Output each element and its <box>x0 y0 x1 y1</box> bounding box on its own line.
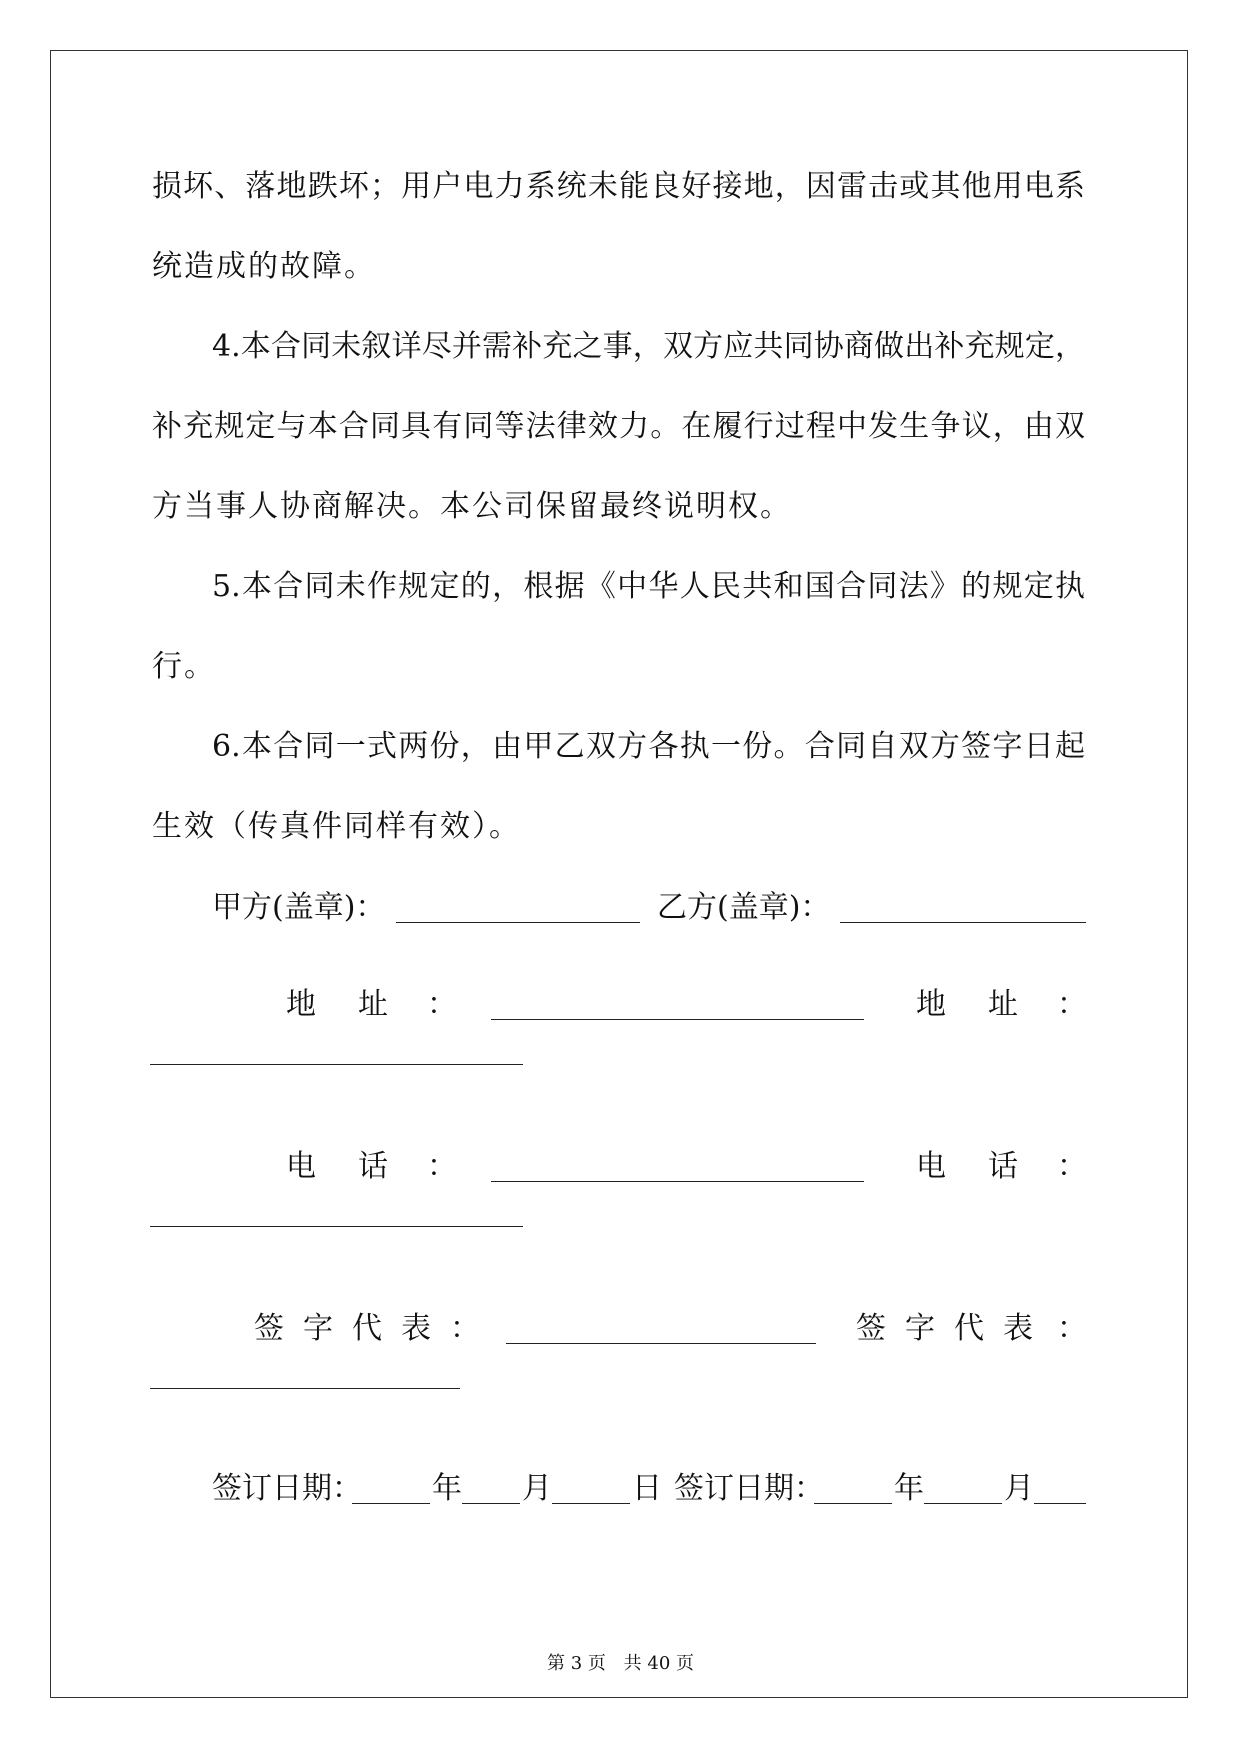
paragraph-line: 统造成的故障。 <box>152 249 376 284</box>
phone-a-colon: ： <box>427 1149 457 1184</box>
paragraph-line: 方当事人协商解决。本公司保留最终说明权。 <box>152 489 792 524</box>
rep-a-char: 表 <box>401 1311 431 1346</box>
date-b-label: 签订日期： <box>674 1471 824 1506</box>
date-b-month-field[interactable] <box>924 1503 1002 1504</box>
address-a-char: 址 <box>358 987 388 1022</box>
page-number-total: 共 40 页 <box>623 1653 694 1674</box>
signing-date-row <box>152 1469 1087 1509</box>
paragraph-line: 损坏、落地跌坏；用户电力系统未能良好接地，因雷击或其他用电系 <box>152 169 1085 204</box>
representative-row <box>152 1309 1087 1349</box>
phone-a-field[interactable] <box>491 1181 864 1182</box>
page-footer <box>0 1652 1241 1676</box>
date-b-month-label: 月 <box>1004 1471 1034 1506</box>
date-b-year-field[interactable] <box>814 1503 892 1504</box>
date-a-label: 签订日期： <box>212 1471 362 1506</box>
address-a-colon: ： <box>427 987 457 1022</box>
rep-b-char: 签 <box>856 1311 886 1346</box>
page-border <box>50 50 1188 1698</box>
paragraph-line: 生效（传真件同样有效）。 <box>152 809 521 844</box>
date-a-year-label: 年 <box>432 1471 462 1506</box>
date-a-year-field[interactable] <box>352 1503 430 1504</box>
rep-b-char: 代 <box>954 1311 984 1346</box>
party-stamp-row <box>152 888 1087 928</box>
rep-a-char: 字 <box>303 1311 333 1346</box>
party-b-stamp-field[interactable] <box>840 922 1086 923</box>
date-a-day-label: 日 <box>632 1471 662 1506</box>
rep-a-colon: ： <box>450 1311 480 1346</box>
rep-b-colon: ： <box>1057 1311 1087 1346</box>
address-b-field[interactable] <box>150 1064 523 1065</box>
address-b-char: 址 <box>988 987 1018 1022</box>
phone-row <box>152 1147 1087 1187</box>
phone-a-char: 话 <box>358 1149 388 1184</box>
page-number-current: 第 3 页 <box>547 1653 606 1674</box>
representative-a-field[interactable] <box>506 1343 816 1344</box>
party-a-stamp-field[interactable] <box>396 922 640 923</box>
rep-b-char: 字 <box>905 1311 935 1346</box>
address-a-field[interactable] <box>491 1019 864 1020</box>
party-a-label: 甲方(盖章)： <box>212 890 386 925</box>
paragraph-line: 5.本合同未作规定的，根据《中华人民共和国合同法》的规定执 <box>212 569 1085 604</box>
rep-a-char: 签 <box>254 1311 284 1346</box>
phone-b-colon: ： <box>1057 1149 1087 1184</box>
date-b-day-field[interactable] <box>1034 1503 1086 1504</box>
date-a-month-label: 月 <box>522 1471 552 1506</box>
paragraph-line: 6.本合同一式两份，由甲乙双方各执一份。合同自双方签字日起 <box>212 729 1085 764</box>
address-row <box>152 985 1087 1025</box>
phone-a-char: 电 <box>286 1149 316 1184</box>
phone-b-char: 话 <box>988 1149 1018 1184</box>
rep-a-char: 代 <box>352 1311 382 1346</box>
phone-b-char: 电 <box>916 1149 946 1184</box>
paragraph-line: 4.本合同未叙详尽并需补充之事，双方应共同协商做出补充规定， <box>212 329 1085 364</box>
rep-b-char: 表 <box>1003 1311 1033 1346</box>
date-a-day-field[interactable] <box>552 1503 630 1504</box>
paragraph-line: 补充规定与本合同具有同等法律效力。在履行过程中发生争议，由双 <box>152 409 1085 444</box>
date-a-month-field[interactable] <box>462 1503 520 1504</box>
address-b-char: 地 <box>916 987 946 1022</box>
date-b-year-label: 年 <box>894 1471 924 1506</box>
representative-b-field[interactable] <box>150 1388 460 1389</box>
address-b-colon: ： <box>1057 987 1087 1022</box>
paragraph-line: 行。 <box>152 649 216 684</box>
address-a-char: 地 <box>286 987 316 1022</box>
phone-b-field[interactable] <box>150 1226 523 1227</box>
party-b-label: 乙方(盖章)： <box>657 890 831 925</box>
